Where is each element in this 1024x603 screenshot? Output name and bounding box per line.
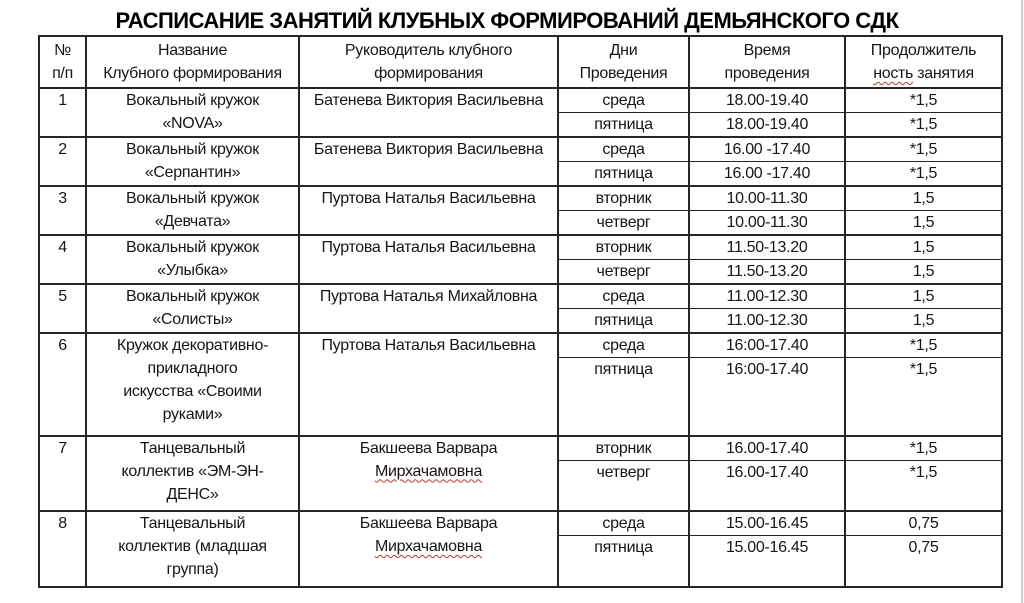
time-cell: 10.00-11.30 bbox=[689, 211, 845, 236]
club-name-line: Вокальный кружок bbox=[126, 239, 259, 256]
schedule-row bbox=[39, 186, 1002, 211]
day-cell: пятница bbox=[558, 113, 689, 138]
duration-cell: *1,5 bbox=[845, 460, 1002, 511]
time-cell: 11.00-12.30 bbox=[689, 284, 845, 309]
time-cell: 15.00-16.45 bbox=[689, 511, 845, 536]
club-name-line: «NOVA» bbox=[162, 115, 223, 132]
duration-cell: *1,5 bbox=[845, 137, 1002, 162]
schedule-row bbox=[39, 137, 1002, 162]
day-cell: пятница bbox=[558, 309, 689, 334]
club-name-line: Кружок декоративно- bbox=[116, 337, 269, 354]
duration-cell: 1,5 bbox=[845, 235, 1002, 260]
club-name-cell bbox=[86, 511, 299, 587]
club-name-cell bbox=[86, 333, 299, 436]
day-cell: пятница bbox=[558, 358, 689, 436]
leader-name-line: Бакшеева Варвара bbox=[359, 515, 498, 532]
time-cell: 16:00-17.40 bbox=[689, 333, 845, 358]
club-name-line: «Улыбка» bbox=[157, 262, 228, 279]
club-name-line: руками» bbox=[162, 406, 223, 423]
header-leader bbox=[299, 36, 558, 88]
club-name-line: ДЕНС» bbox=[166, 485, 219, 503]
day-cell: вторник bbox=[558, 235, 689, 260]
header-duration-misspelled-part: ность bbox=[873, 65, 914, 82]
time-cell: 18.00-19.40 bbox=[689, 113, 845, 138]
leader-cell bbox=[299, 284, 558, 333]
club-name-line: «Девчата» bbox=[154, 213, 231, 230]
day-cell: вторник bbox=[558, 186, 689, 211]
header-line: п/п bbox=[52, 65, 73, 82]
time-cell: 11.50-13.20 bbox=[689, 260, 845, 285]
header-time bbox=[689, 36, 845, 88]
club-name-line: Вокальный кружок bbox=[126, 190, 259, 207]
club-name-line: искусства «Своими bbox=[123, 383, 262, 400]
duration-cell: *1,5 bbox=[845, 162, 1002, 187]
row-number-cell: 3 bbox=[39, 186, 86, 235]
club-name-line: Вокальный кружок bbox=[126, 141, 259, 158]
duration-cell: *1,5 bbox=[845, 358, 1002, 436]
row-number-cell: 5 bbox=[39, 284, 86, 333]
club-name-line: группа) bbox=[166, 561, 219, 578]
header-days bbox=[558, 36, 689, 88]
time-cell: 15.00-16.45 bbox=[689, 536, 845, 587]
row-number-cell: 1 bbox=[39, 88, 86, 137]
leader-name-line: Пуртова Наталья Михайловна bbox=[319, 288, 538, 305]
duration-cell: *1,5 bbox=[845, 113, 1002, 138]
leader-name-line: Мирхачамовна bbox=[374, 462, 483, 480]
club-name-line: прикладного bbox=[147, 360, 238, 377]
header-line: Название bbox=[157, 42, 228, 59]
day-cell: среда bbox=[558, 137, 689, 162]
day-cell: среда bbox=[558, 284, 689, 309]
schedule-row bbox=[39, 235, 1002, 260]
row-number-cell: 2 bbox=[39, 137, 86, 186]
club-name-line: Танцевальный bbox=[139, 515, 246, 532]
day-cell: четверг bbox=[558, 260, 689, 285]
schedule-row bbox=[39, 284, 1002, 309]
header-line: проведения bbox=[724, 65, 810, 82]
leader-name-line: Пуртова Наталья Васильевна bbox=[321, 239, 536, 256]
time-cell: 10.00-11.30 bbox=[689, 186, 845, 211]
header-line: Клубного формирования bbox=[103, 65, 282, 82]
day-cell: вторник bbox=[558, 436, 689, 461]
duration-cell: *1,5 bbox=[845, 88, 1002, 113]
schedule-table-body bbox=[39, 88, 1002, 587]
row-number-cell: 7 bbox=[39, 436, 86, 512]
page-right-edge bbox=[1021, 0, 1023, 603]
header-line: Дни bbox=[609, 42, 638, 59]
day-cell: пятница bbox=[558, 536, 689, 587]
duration-cell: *1,5 bbox=[845, 333, 1002, 358]
club-name-line: коллектив «ЭМ-ЭН- bbox=[121, 462, 264, 480]
club-name-cell bbox=[86, 436, 299, 512]
day-cell: пятница bbox=[558, 162, 689, 187]
row-number-cell: 8 bbox=[39, 511, 86, 587]
header-line bbox=[848, 62, 999, 85]
leader-name-line: Мирхачамовна bbox=[374, 538, 483, 555]
day-cell: четверг bbox=[558, 211, 689, 236]
time-cell: 16:00-17.40 bbox=[689, 358, 845, 436]
day-cell: среда bbox=[558, 511, 689, 536]
leader-cell bbox=[299, 88, 558, 137]
club-name-line: Вокальный кружок bbox=[126, 288, 259, 305]
club-name-line: коллектив (младшая bbox=[118, 538, 267, 555]
page-title: РАСПИСАНИЕ ЗАНЯТИЙ КЛУБНЫХ ФОРМИРОВАНИЙ ДЕМЬЯНСКОГО СДК bbox=[115, 8, 899, 33]
duration-cell: 0,75 bbox=[845, 511, 1002, 536]
leader-name-line: Пуртова Наталья Васильевна bbox=[321, 337, 536, 354]
schedule-row bbox=[39, 88, 1002, 113]
leader-cell bbox=[299, 436, 558, 512]
leader-cell bbox=[299, 186, 558, 235]
club-name-cell bbox=[86, 88, 299, 137]
row-number-cell: 4 bbox=[39, 235, 86, 284]
header-duration-rest: занятия bbox=[913, 65, 974, 82]
club-name-cell bbox=[86, 284, 299, 333]
header-club-name bbox=[86, 36, 299, 88]
time-cell: 16.00-17.40 bbox=[689, 436, 845, 461]
club-name-cell bbox=[86, 235, 299, 284]
club-name-line: Танцевальный bbox=[139, 439, 246, 457]
header-row-number bbox=[39, 36, 86, 88]
day-cell: четверг bbox=[558, 460, 689, 511]
leader-name-line: Бакшеева Варвара bbox=[359, 439, 498, 457]
time-cell: 11.50-13.20 bbox=[689, 235, 845, 260]
leader-cell bbox=[299, 235, 558, 284]
time-cell: 16.00 -17.40 bbox=[689, 162, 845, 187]
club-name-cell bbox=[86, 137, 299, 186]
leader-cell bbox=[299, 333, 558, 436]
leader-name-line: Батенева Виктория Васильевна bbox=[313, 92, 544, 109]
duration-cell: 1,5 bbox=[845, 284, 1002, 309]
header-line: Руководитель клубного bbox=[344, 42, 513, 59]
time-cell: 16.00 -17.40 bbox=[689, 137, 845, 162]
duration-cell: 1,5 bbox=[845, 186, 1002, 211]
duration-cell: 1,5 bbox=[845, 211, 1002, 236]
schedule-table bbox=[38, 35, 1003, 588]
table-header-row bbox=[39, 36, 1002, 88]
duration-cell: 1,5 bbox=[845, 260, 1002, 285]
time-cell: 18.00-19.40 bbox=[689, 88, 845, 113]
schedule-row bbox=[39, 436, 1002, 461]
club-name-line: «Серпантин» bbox=[144, 164, 241, 181]
header-line: № bbox=[54, 42, 71, 59]
leader-name-line: Батенева Виктория Васильевна bbox=[313, 141, 544, 158]
duration-cell: 0,75 bbox=[845, 536, 1002, 587]
schedule-row bbox=[39, 333, 1002, 358]
day-cell: среда bbox=[558, 88, 689, 113]
club-name-line: Вокальный кружок bbox=[126, 92, 259, 109]
day-cell: среда bbox=[558, 333, 689, 358]
club-name-cell bbox=[86, 186, 299, 235]
time-cell: 11.00-12.30 bbox=[689, 309, 845, 334]
club-name-line: «Солисты» bbox=[152, 311, 233, 328]
duration-cell: *1,5 bbox=[845, 436, 1002, 461]
header-line: Время bbox=[743, 42, 791, 59]
row-number-cell: 6 bbox=[39, 333, 86, 436]
leader-cell bbox=[299, 137, 558, 186]
header-line: Продолжитель bbox=[870, 42, 977, 59]
header-duration bbox=[845, 36, 1002, 88]
duration-cell: 1,5 bbox=[845, 309, 1002, 334]
header-line: формирования bbox=[374, 65, 483, 82]
header-line: Проведения bbox=[579, 65, 668, 82]
leader-name-line: Пуртова Наталья Васильевна bbox=[321, 190, 536, 207]
leader-cell bbox=[299, 511, 558, 587]
time-cell: 16.00-17.40 bbox=[689, 460, 845, 511]
schedule-row bbox=[39, 511, 1002, 536]
